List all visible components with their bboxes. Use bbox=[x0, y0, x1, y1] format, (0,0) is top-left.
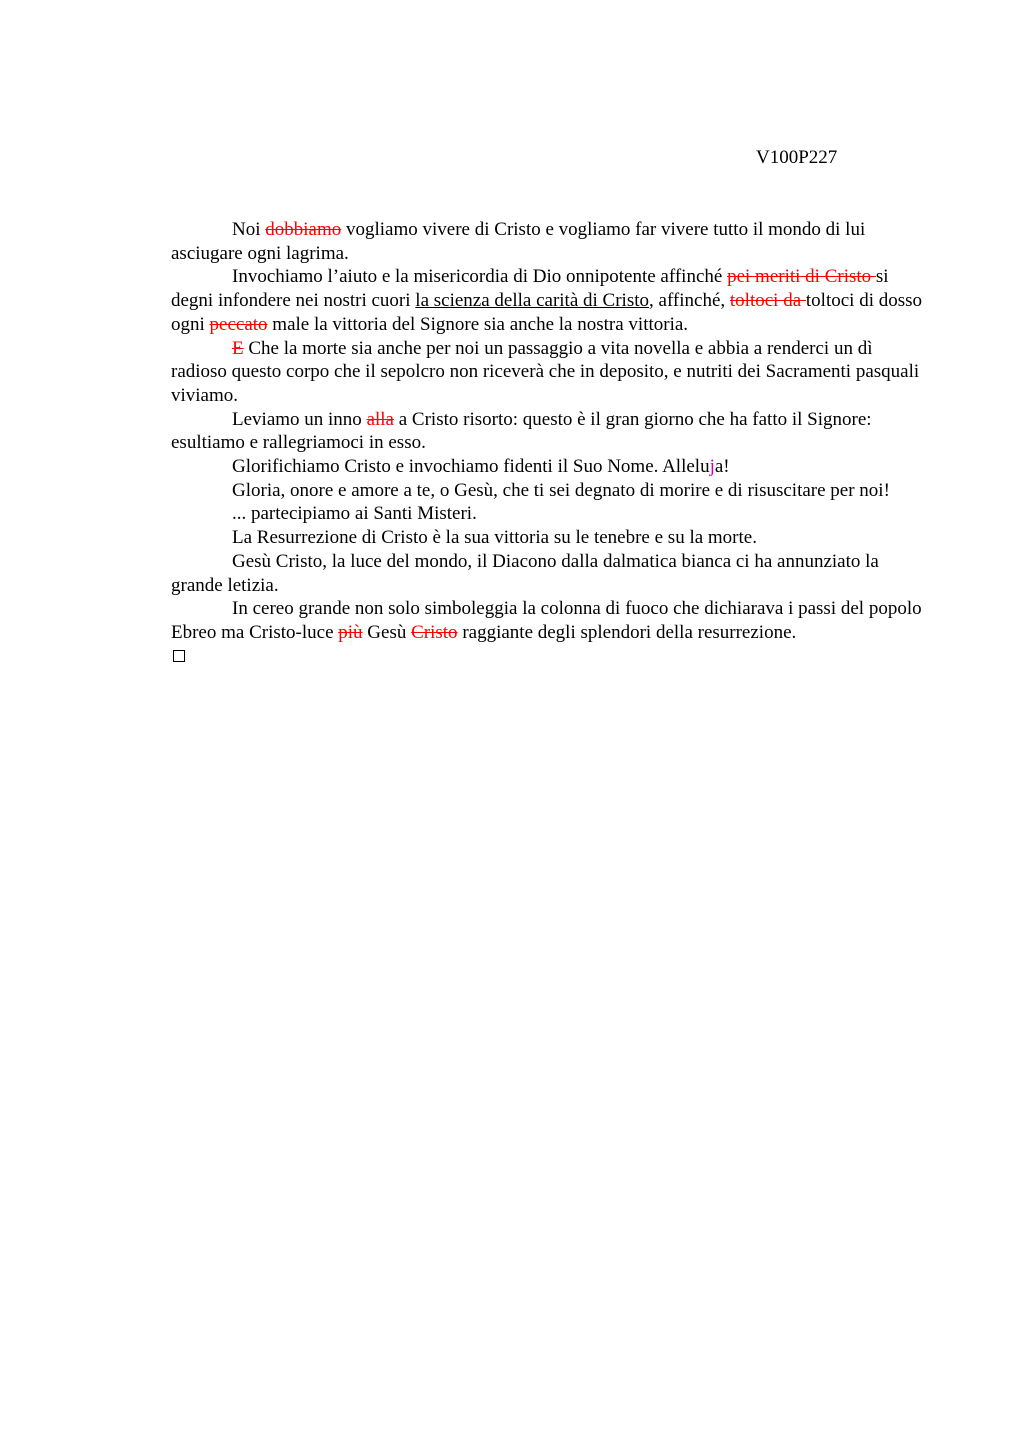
deleted-text: toltoci da bbox=[729, 290, 806, 312]
text: Gesù Cristo, la luce del mondo, il Diacono dalla dalmatica bianca ci ha annunziato la grande letizia. bbox=[171, 550, 879, 596]
text: raggiante degli splendori della resurrezione. bbox=[457, 621, 797, 643]
paragraph-7 bbox=[171, 502, 931, 526]
deleted-text: pei meriti di Cristo bbox=[727, 266, 876, 288]
text: Glorifichiamo Cristo e invochiamo fidenti il Suo Nome. Allelu bbox=[232, 456, 710, 478]
text: a! bbox=[714, 456, 730, 478]
text: vogliamo vivere di Cristo e vogliamo far vivere tutto il mondo di lui asciugare ogni lagrima. bbox=[171, 219, 866, 264]
text: In cereo grande non solo simboleggia la colonna di fuoco che dichiarava i passi del popolo Ebreo ma Cristo-luce bbox=[171, 598, 922, 643]
paragraph-2 bbox=[171, 265, 931, 336]
text: si degni infondere nei nostri cuori bbox=[171, 266, 889, 312]
inserted-text: j bbox=[709, 456, 715, 478]
text: Leviamo un inno bbox=[232, 408, 367, 430]
deleted-text: più bbox=[338, 621, 363, 643]
document-body bbox=[171, 218, 931, 662]
text: Gloria, onore e amore a te, o Gesù, che ti sei degnato di morire e di risuscitare per noi! bbox=[232, 479, 890, 501]
deleted-text: alla bbox=[366, 408, 394, 430]
deleted-text: dobbiamo bbox=[265, 219, 342, 240]
text: Invochiamo l’aiuto e la misericordia di Dio onnipotente affinché bbox=[232, 266, 728, 288]
deleted-text: peccato bbox=[209, 313, 268, 335]
text: ... partecipiamo ai Santi Misteri. bbox=[232, 503, 477, 525]
paragraph-6 bbox=[171, 479, 931, 503]
text: toltoci di dosso ogni bbox=[171, 290, 923, 335]
text: La Resurrezione di Cristo è la sua vittoria su le tenebre e su la morte. bbox=[232, 527, 757, 549]
checkbox-icon bbox=[173, 650, 185, 662]
deleted-text: Cristo bbox=[411, 621, 458, 643]
paragraph-4 bbox=[171, 408, 931, 455]
paragraph-10 bbox=[171, 597, 931, 644]
paragraph-5 bbox=[171, 455, 931, 479]
text: male la vittoria del Signore sia anche la nostra vittoria. bbox=[267, 313, 689, 335]
paragraph-3 bbox=[171, 337, 931, 408]
document-id: V100P227 bbox=[756, 147, 838, 168]
deleted-text: E bbox=[232, 337, 244, 359]
paragraph-9 bbox=[171, 550, 931, 597]
text: Noi bbox=[232, 219, 266, 240]
paragraph-1 bbox=[171, 218, 931, 265]
text: Che la morte sia anche per noi un passaggio a vita novella e abbia a renderci un dì radioso questo corpo che il sepolcro non riceverà che in deposito, e nutriti dei Sacramenti pasquali viviamo. bbox=[171, 337, 920, 406]
text: a Cristo risorto: questo è il gran giorno che ha fatto il Signore: esultiamo e rallegriamoci in esso. bbox=[171, 408, 872, 454]
text: , affinché, bbox=[649, 290, 730, 312]
text: Gesù bbox=[362, 621, 412, 643]
paragraph-8 bbox=[171, 526, 931, 550]
underlined-text: la scienza della carità di Cristo bbox=[415, 290, 650, 312]
